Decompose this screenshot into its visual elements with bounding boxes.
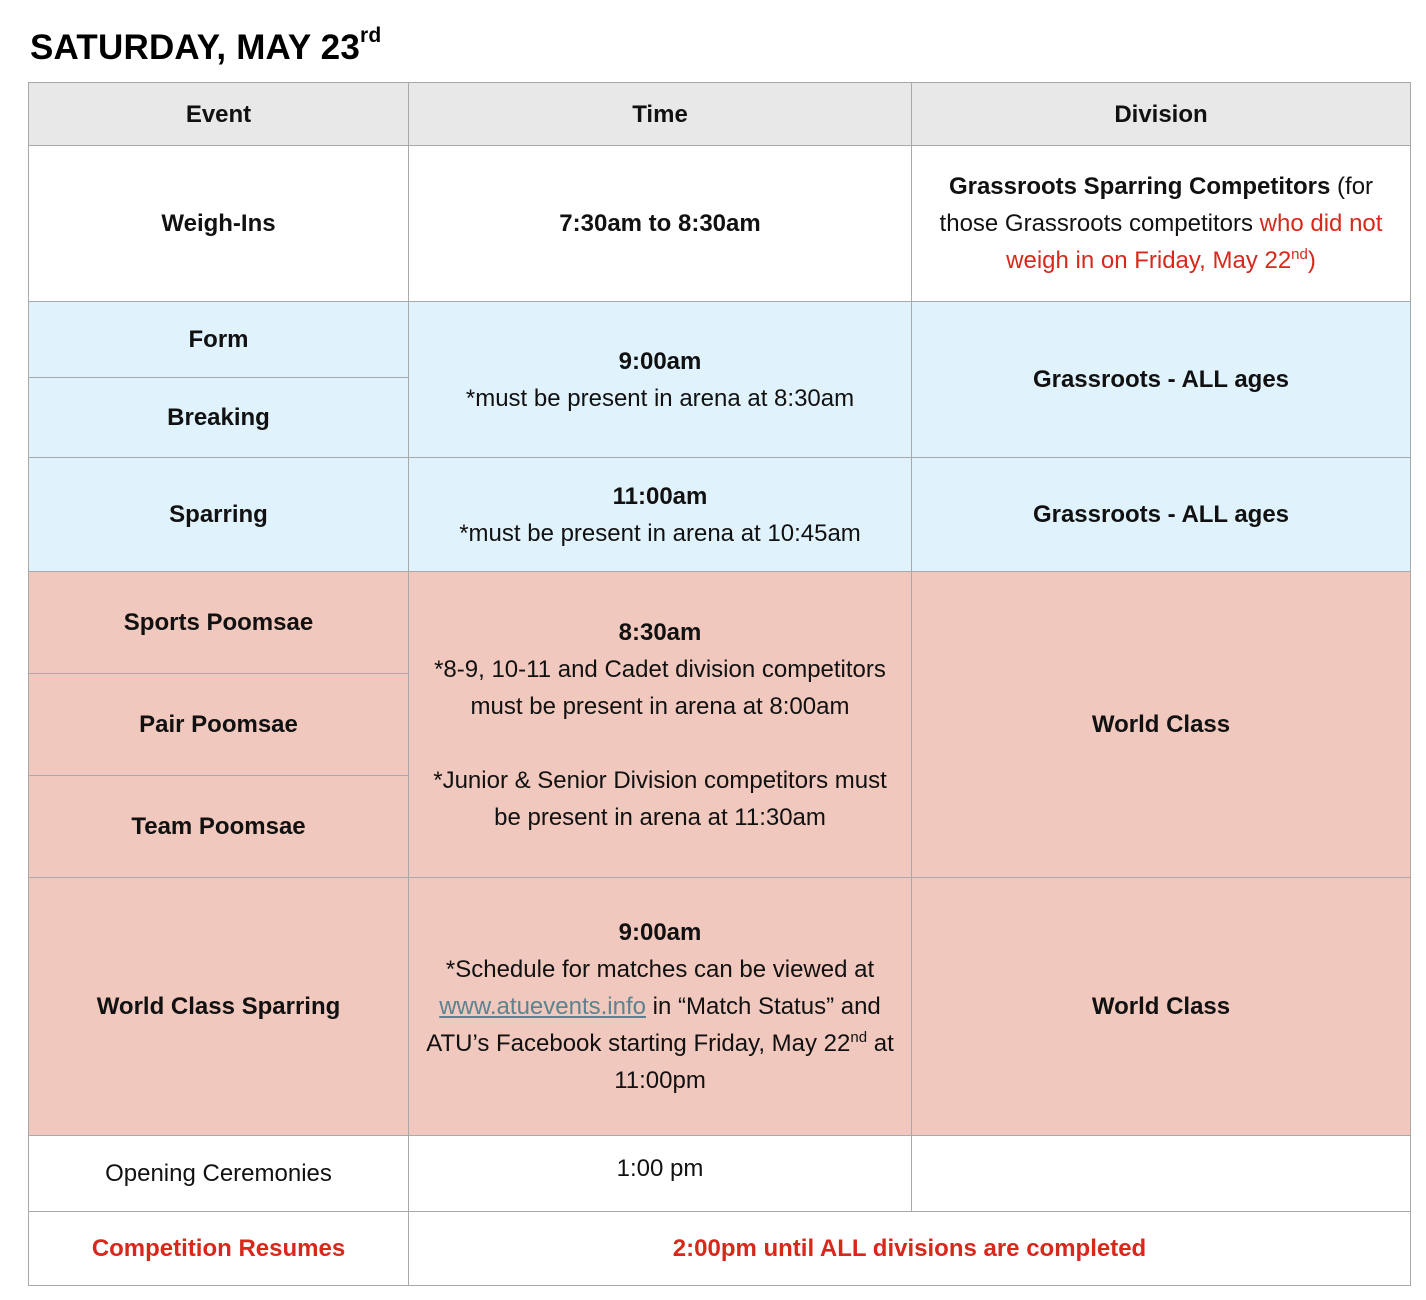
event-team-poomsae: Team Poomsae	[29, 776, 409, 878]
event-world-class-sparring: World Class Sparring	[29, 878, 409, 1136]
time-sparring-note: *must be present in arena at 10:45am	[459, 519, 861, 547]
row-world-class-sparring	[29, 878, 1411, 1136]
time-poomsae-value: 8:30am	[618, 618, 702, 646]
page-title	[30, 24, 382, 68]
row-opening-ceremonies	[29, 1136, 1411, 1212]
time-wcs-value: 9:00am	[618, 919, 702, 946]
row-form	[29, 302, 1411, 378]
division-weigh-ins	[912, 146, 1411, 302]
event-sports-poomsae: Sports Poomsae	[29, 572, 409, 674]
row-sports-poomsae	[29, 572, 1411, 674]
atuevents-link[interactable]: www.atuevents.info	[439, 993, 646, 1020]
title-text: SATURDAY, MAY 23	[30, 28, 360, 67]
wcs-note-pre: *Schedule for matches can be viewed at	[445, 956, 875, 983]
row-competition-resumes	[29, 1212, 1411, 1286]
time-opening-ceremonies: 1:00 pm	[409, 1136, 912, 1212]
time-world-class-sparring	[409, 878, 912, 1136]
col-header-event: Event	[29, 83, 409, 146]
header-row	[29, 83, 1411, 146]
wcs-note-sup: nd	[850, 1029, 868, 1046]
time-poomsae-note-2: *Junior & Senior Division competitors must be present in arena at 11:30am	[433, 766, 887, 831]
time-form-breaking-value: 9:00am	[618, 347, 702, 375]
division-weigh-ins-bold: Grassroots Sparring Competitors	[948, 173, 1331, 200]
wcs-note-post: at 11:00pm	[614, 1030, 894, 1094]
division-weigh-ins-open: (for those Grassroots competitors	[939, 173, 1374, 237]
event-pair-poomsae: Pair Poomsae	[29, 674, 409, 776]
event-opening-ceremonies: Opening Ceremonies	[29, 1136, 409, 1212]
division-form-breaking: Grassroots - ALL ages	[912, 302, 1411, 458]
row-weigh-ins	[29, 146, 1411, 302]
division-sparring: Grassroots - ALL ages	[912, 458, 1411, 572]
event-competition-resumes: Competition Resumes	[29, 1212, 409, 1286]
time-wcs-note	[419, 951, 901, 1099]
col-header-time: Time	[409, 83, 912, 146]
schedule-table	[28, 82, 1411, 1286]
event-weigh-ins: Weigh-Ins	[29, 146, 409, 302]
event-breaking: Breaking	[29, 378, 409, 458]
division-opening-ceremonies	[912, 1136, 1411, 1212]
time-poomsae	[409, 572, 912, 878]
time-form-breaking	[409, 302, 912, 458]
time-poomsae-note-1: *8-9, 10-11 and Cadet division competitors must be present in arena at 8:00am	[434, 655, 886, 720]
division-weigh-ins-red: who did not weigh in on Friday, May 22	[1006, 210, 1383, 274]
division-weigh-ins-close: )	[1307, 247, 1316, 274]
time-form-breaking-note: *must be present in arena at 8:30am	[465, 384, 855, 412]
division-weigh-ins-sup: nd	[1291, 246, 1308, 263]
time-weigh-ins: 7:30am to 8:30am	[409, 146, 912, 302]
time-sparring-value: 11:00am	[612, 482, 708, 510]
wcs-note-mid: in “Match Status” and ATU’s Facebook starting Friday, May 22	[426, 993, 881, 1057]
division-poomsae: World Class	[912, 572, 1411, 878]
event-form: Form	[29, 302, 409, 378]
event-sparring: Sparring	[29, 458, 409, 572]
title-suffix: rd	[360, 24, 382, 48]
row-sparring	[29, 458, 1411, 572]
division-world-class-sparring: World Class	[912, 878, 1411, 1136]
note-spacer	[419, 725, 901, 762]
time-competition-resumes: 2:00pm until ALL divisions are completed	[409, 1212, 1411, 1286]
col-header-division: Division	[912, 83, 1411, 146]
time-sparring	[409, 458, 912, 572]
